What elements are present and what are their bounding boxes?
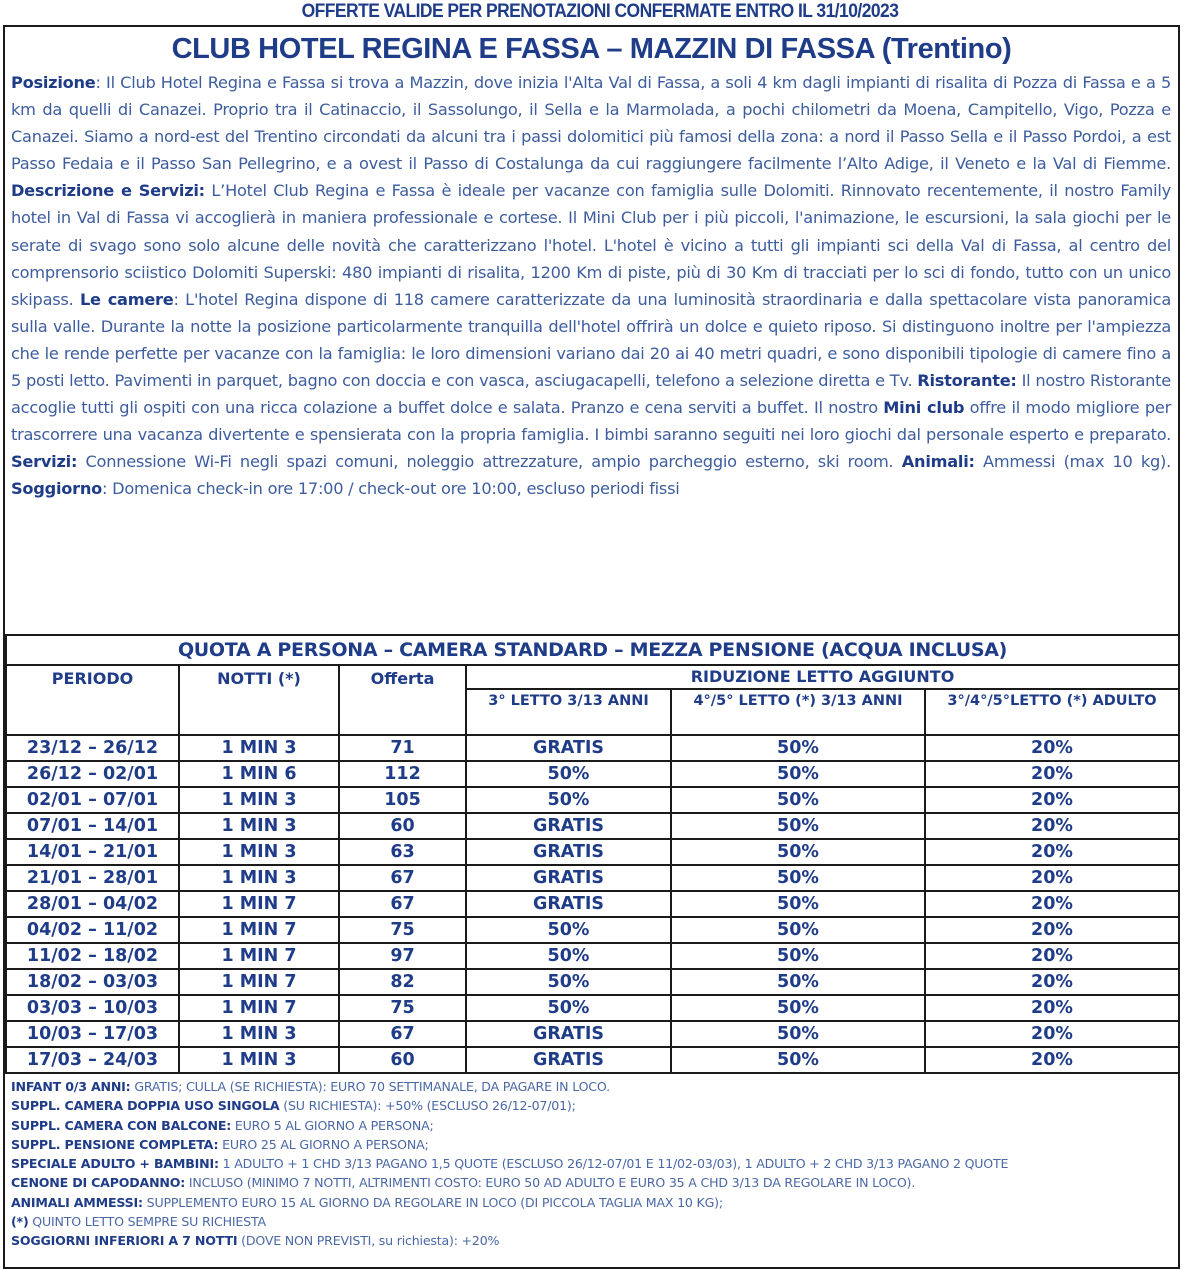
cell-notti: 1 MIN 7 (179, 995, 339, 1021)
note-text: (DOVE NON PREVISTI, su richiesta): +20% (237, 1233, 500, 1249)
descrizione-text: L’Hotel Club Regina e Fassa è ideale per vacanze con famiglia sulle Dolomiti. Rinnovato recentemente, il nostro Family hotel in Val di Fassa vi accoglierà in maniera professionale e cortese. Il Mini Club per i più piccoli, l'animazione, le escursioni, la sala giochi per le serate di svago sono solo alcune delle novità che caratterizzano l'hotel. L'hotel è vicino a tutti gli impianti sci della Val di Fassa, al centro del comprensorio sciistico Dolomiti Superski: 480 impianti di risalita, 1200 Km di piste, più di 30 Km di tracciati per lo sci di fondo, tutto con un unico skipass. (11, 181, 1171, 309)
cell-letto3: 50% (466, 761, 671, 787)
cell-offerta: 75 (339, 995, 466, 1021)
note-line (11, 1154, 1171, 1173)
offer-box (3, 25, 1180, 1269)
ristorante-label: Ristorante: (917, 371, 1017, 391)
cell-letto3: GRATIS (466, 735, 671, 761)
note-text: EURO 25 AL GIORNO A PERSONA; (218, 1136, 429, 1152)
cell-letto3: 50% (466, 787, 671, 813)
cell-letto3: GRATIS (466, 1047, 671, 1073)
cell-letto45: 50% (671, 865, 925, 891)
animali-label: Animali: (901, 452, 975, 472)
cell-letto45: 50% (671, 761, 925, 787)
cell-periodo: 02/01 – 07/01 (6, 787, 179, 813)
cell-offerta: 105 (339, 787, 466, 813)
cell-notti: 1 MIN 6 (179, 761, 339, 787)
cell-letto45: 50% (671, 1047, 925, 1073)
column-header-3-4-5-letto-adulto: 3°/4°/5°LETTO (*) ADULTO (925, 689, 1179, 735)
table-row (6, 1021, 1179, 1047)
cell-periodo: 18/02 – 03/03 (6, 969, 179, 995)
note-line (11, 1173, 1171, 1192)
cell-notti: 1 MIN 7 (179, 969, 339, 995)
cell-adulto: 20% (925, 813, 1179, 839)
cell-letto45: 50% (671, 735, 925, 761)
miniclub-label: Mini club (883, 398, 965, 418)
camere-label: Le camere (79, 289, 174, 309)
cell-periodo: 10/03 – 17/03 (6, 1021, 179, 1047)
cell-offerta: 60 (339, 1047, 466, 1073)
cell-adulto: 20% (925, 735, 1179, 761)
hotel-description (11, 69, 1171, 503)
cell-letto3: GRATIS (466, 1021, 671, 1047)
table-row (6, 969, 1179, 995)
note-label: ANIMALI AMMESSI: (11, 1194, 143, 1210)
cell-letto45: 50% (671, 839, 925, 865)
table-row (6, 917, 1179, 943)
miniclub-text: offre il modo migliore per trascorrere una vacanza divertente e spensierata con la propria famiglia. I bimbi saranno seguiti nei loro giochi dal personale esperto e preparato. (11, 398, 1171, 445)
table-row (6, 787, 1179, 813)
cell-letto45: 50% (671, 943, 925, 969)
cell-notti: 1 MIN 3 (179, 1047, 339, 1073)
cell-letto45: 50% (671, 891, 925, 917)
cell-offerta: 97 (339, 943, 466, 969)
cell-adulto: 20% (925, 761, 1179, 787)
note-line (11, 1135, 1171, 1154)
cell-notti: 1 MIN 3 (179, 787, 339, 813)
cell-adulto: 20% (925, 917, 1179, 943)
cell-offerta: 67 (339, 891, 466, 917)
descrizione-label: Descrizione e Servizi: (11, 181, 205, 201)
note-line (11, 1193, 1171, 1212)
posizione-text: : Il Club Hotel Regina e Fassa si trova a Mazzin, dove inizia l'Alta Val di Fassa, a soli 4 km dagli impianti di risalita di Pozza di Fassa e a 5 km da quelli di Canazei. Proprio tra il Catinaccio, il Sassolungo, il Sella e la Marmolada, a pochi chilometri da Moena, Campitello, Vigo, Pozza e Canazei. Siamo a nord-est del Trentino circondati da alcuni tra i passi dolomitici più famosi della zona: a nord il Passo Sella e il Passo Pordoi, a est Passo Fedaia e il Passo San Pellegrino, e a ovest il Passo di Costalunga da cui raggiungere facilmente l’Alto Adige, il Veneto e la Val di Fiemme. (11, 73, 1171, 174)
cell-letto3: 50% (466, 943, 671, 969)
cell-offerta: 82 (339, 969, 466, 995)
note-label: SUPPL. CAMERA CON BALCONE: (11, 1117, 232, 1133)
cell-letto3: 50% (466, 969, 671, 995)
animali-text: Ammessi (max 10 kg). (974, 452, 1172, 472)
note-text: (SU RICHIESTA): +50% (ESCLUSO 26/12-07/01); (279, 1098, 576, 1114)
price-table (5, 634, 1180, 1074)
cell-notti: 1 MIN 7 (179, 891, 339, 917)
cell-notti: 1 MIN 7 (179, 917, 339, 943)
cell-offerta: 112 (339, 761, 466, 787)
note-label: SUPPL. CAMERA DOPPIA USO SINGOLA (11, 1098, 280, 1114)
cell-offerta: 67 (339, 865, 466, 891)
cell-adulto: 20% (925, 787, 1179, 813)
cell-periodo: 28/01 – 04/02 (6, 891, 179, 917)
note-text: EURO 5 AL GIORNO A PERSONA; (231, 1117, 434, 1133)
cell-letto45: 50% (671, 787, 925, 813)
cell-periodo: 04/02 – 11/02 (6, 917, 179, 943)
cell-adulto: 20% (925, 891, 1179, 917)
note-line (11, 1116, 1171, 1135)
cell-periodo: 03/03 – 10/03 (6, 995, 179, 1021)
cell-offerta: 67 (339, 1021, 466, 1047)
note-text: INCLUSO (MINIMO 7 NOTTI, ALTRIMENTI COSTO: EURO 50 AD ADULTO E EURO 35 A CHD 3/13 DA REGOLARE IN LOCO). (185, 1175, 916, 1191)
table-row (6, 813, 1179, 839)
note-line (11, 1077, 1171, 1096)
table-row (6, 735, 1179, 761)
column-header-notti: NOTTI (*) (179, 665, 339, 735)
camere-text: : L'hotel Regina dispone di 118 camere caratterizzate da una luminosità straordinaria e dalla spettacolare vista panoramica sulla valle. Durante la notte la posizione particolarmente tranquilla dell'hotel offrirà un dolce e quieto riposo. Si distinguono inoltre per l'ampiezza che le rende perfette per vacanze con la famiglia: le loro dimensioni variano dai 20 ai 40 metri quadri, e sono disponibili tipologie di camere fino a 5 posti letto. Pavimenti in parquet, bagno con doccia e con vasca, asciugacapelli, telefono a selezione diretta e Tv. (11, 289, 1171, 391)
table-row (6, 1047, 1179, 1073)
cell-letto45: 50% (671, 813, 925, 839)
cell-letto3: GRATIS (466, 891, 671, 917)
note-label: SOGGIORNI INFERIORI A 7 NOTTI (11, 1233, 238, 1249)
cell-notti: 1 MIN 3 (179, 813, 339, 839)
note-text: GRATIS; CULLA (SE RICHIESTA): EURO 70 SETTIMANALE, DA PAGARE IN LOCO. (130, 1079, 610, 1094)
cell-adulto: 20% (925, 1047, 1179, 1073)
cell-letto3: GRATIS (466, 813, 671, 839)
offer-validity-banner: OFFERTE VALIDE PER PRENOTAZIONI CONFERMATE ENTRO IL 31/10/2023 (301, 1, 899, 22)
cell-letto45: 50% (671, 917, 925, 943)
soggiorno-text: : Domenica check-in ore 17:00 / check-out ore 10:00, escluso periodi fissi (102, 479, 680, 499)
cell-letto3: GRATIS (466, 839, 671, 865)
cell-offerta: 60 (339, 813, 466, 839)
table-row (6, 995, 1179, 1021)
cell-offerta: 75 (339, 917, 466, 943)
cell-periodo: 14/01 – 21/01 (6, 839, 179, 865)
table-row (6, 761, 1179, 787)
note-text: 1 ADULTO + 1 CHD 3/13 PAGANO 1,5 QUOTE (ESCLUSO 26/12-07/01 E 11/02-03/03), 1 ADULTO + 2 CHD 3/13 PAGANO 2 QUOTE (218, 1156, 1009, 1172)
hotel-title: CLUB HOTEL REGINA E FASSA – MAZZIN DI FASSA (Trentino) (171, 33, 1012, 65)
table-row (6, 865, 1179, 891)
cell-periodo: 21/01 – 28/01 (6, 865, 179, 891)
cell-letto3: 50% (466, 995, 671, 1021)
cell-periodo: 26/12 – 02/01 (6, 761, 179, 787)
column-header-4-5-letto-chd: 4°/5° LETTO (*) 3/13 ANNI (671, 689, 925, 735)
cell-notti: 1 MIN 3 (179, 865, 339, 891)
cell-periodo: 17/03 – 24/03 (6, 1047, 179, 1073)
cell-adulto: 20% (925, 995, 1179, 1021)
note-label: SUPPL. PENSIONE COMPLETA: (11, 1136, 219, 1152)
note-line (11, 1212, 1171, 1231)
note-text: QUINTO LETTO SEMPRE SU RICHIESTA (28, 1214, 266, 1230)
cell-adulto: 20% (925, 839, 1179, 865)
cell-adulto: 20% (925, 943, 1179, 969)
note-label: INFANT 0/3 ANNI: (11, 1079, 131, 1094)
cell-adulto: 20% (925, 865, 1179, 891)
servizi-label: Servizi: (11, 452, 78, 472)
cell-notti: 1 MIN 3 (179, 839, 339, 865)
note-text: SUPPLEMENTO EURO 15 AL GIORNO DA REGOLARE IN LOCO (DI PICCOLA TAGLIA MAX 10 KG); (142, 1194, 723, 1210)
cell-offerta: 63 (339, 839, 466, 865)
cell-notti: 1 MIN 3 (179, 735, 339, 761)
note-line (11, 1096, 1171, 1115)
column-group-riduzione: RIDUZIONE LETTO AGGIUNTO (466, 665, 1179, 689)
note-label: SPECIALE ADULTO + BAMBINI: (11, 1156, 219, 1172)
note-line (11, 1231, 1171, 1250)
column-header-periodo: PERIODO (6, 665, 179, 735)
column-header-3-letto-chd: 3° LETTO 3/13 ANNI (466, 689, 671, 735)
cell-periodo: 07/01 – 14/01 (6, 813, 179, 839)
cell-letto45: 50% (671, 1021, 925, 1047)
column-header-offerta: Offerta (339, 665, 466, 735)
price-table-title: QUOTA A PERSONA – CAMERA STANDARD – MEZZA PENSIONE (ACQUA INCLUSA) (6, 635, 1179, 665)
cell-letto3: 50% (466, 917, 671, 943)
posizione-label: Posizione (11, 73, 96, 92)
cell-letto45: 50% (671, 969, 925, 995)
cell-adulto: 20% (925, 969, 1179, 995)
cell-periodo: 11/02 – 18/02 (6, 943, 179, 969)
note-label: (*) (11, 1214, 29, 1230)
cell-letto45: 50% (671, 995, 925, 1021)
table-row (6, 839, 1179, 865)
table-row (6, 891, 1179, 917)
cell-periodo: 23/12 – 26/12 (6, 735, 179, 761)
cell-notti: 1 MIN 7 (179, 943, 339, 969)
servizi-text: Connessione Wi-Fi negli spazi comuni, noleggio attrezzature, ampio parcheggio esterno, ski room. (77, 452, 902, 472)
note-label: CENONE DI CAPODANNO: (11, 1175, 186, 1191)
soggiorno-label: Soggiorno (11, 479, 103, 499)
cell-adulto: 20% (925, 1021, 1179, 1047)
notes-section (11, 1077, 1171, 1251)
cell-notti: 1 MIN 3 (179, 1021, 339, 1047)
ristorante-text: Il nostro Ristorante accoglie tutti gli ospiti con una ricca colazione a buffet dolce e salata. Pranzo e cena serviti a buffet. Il nostro (11, 371, 1171, 418)
cell-offerta: 71 (339, 735, 466, 761)
cell-letto3: GRATIS (466, 865, 671, 891)
table-row (6, 943, 1179, 969)
